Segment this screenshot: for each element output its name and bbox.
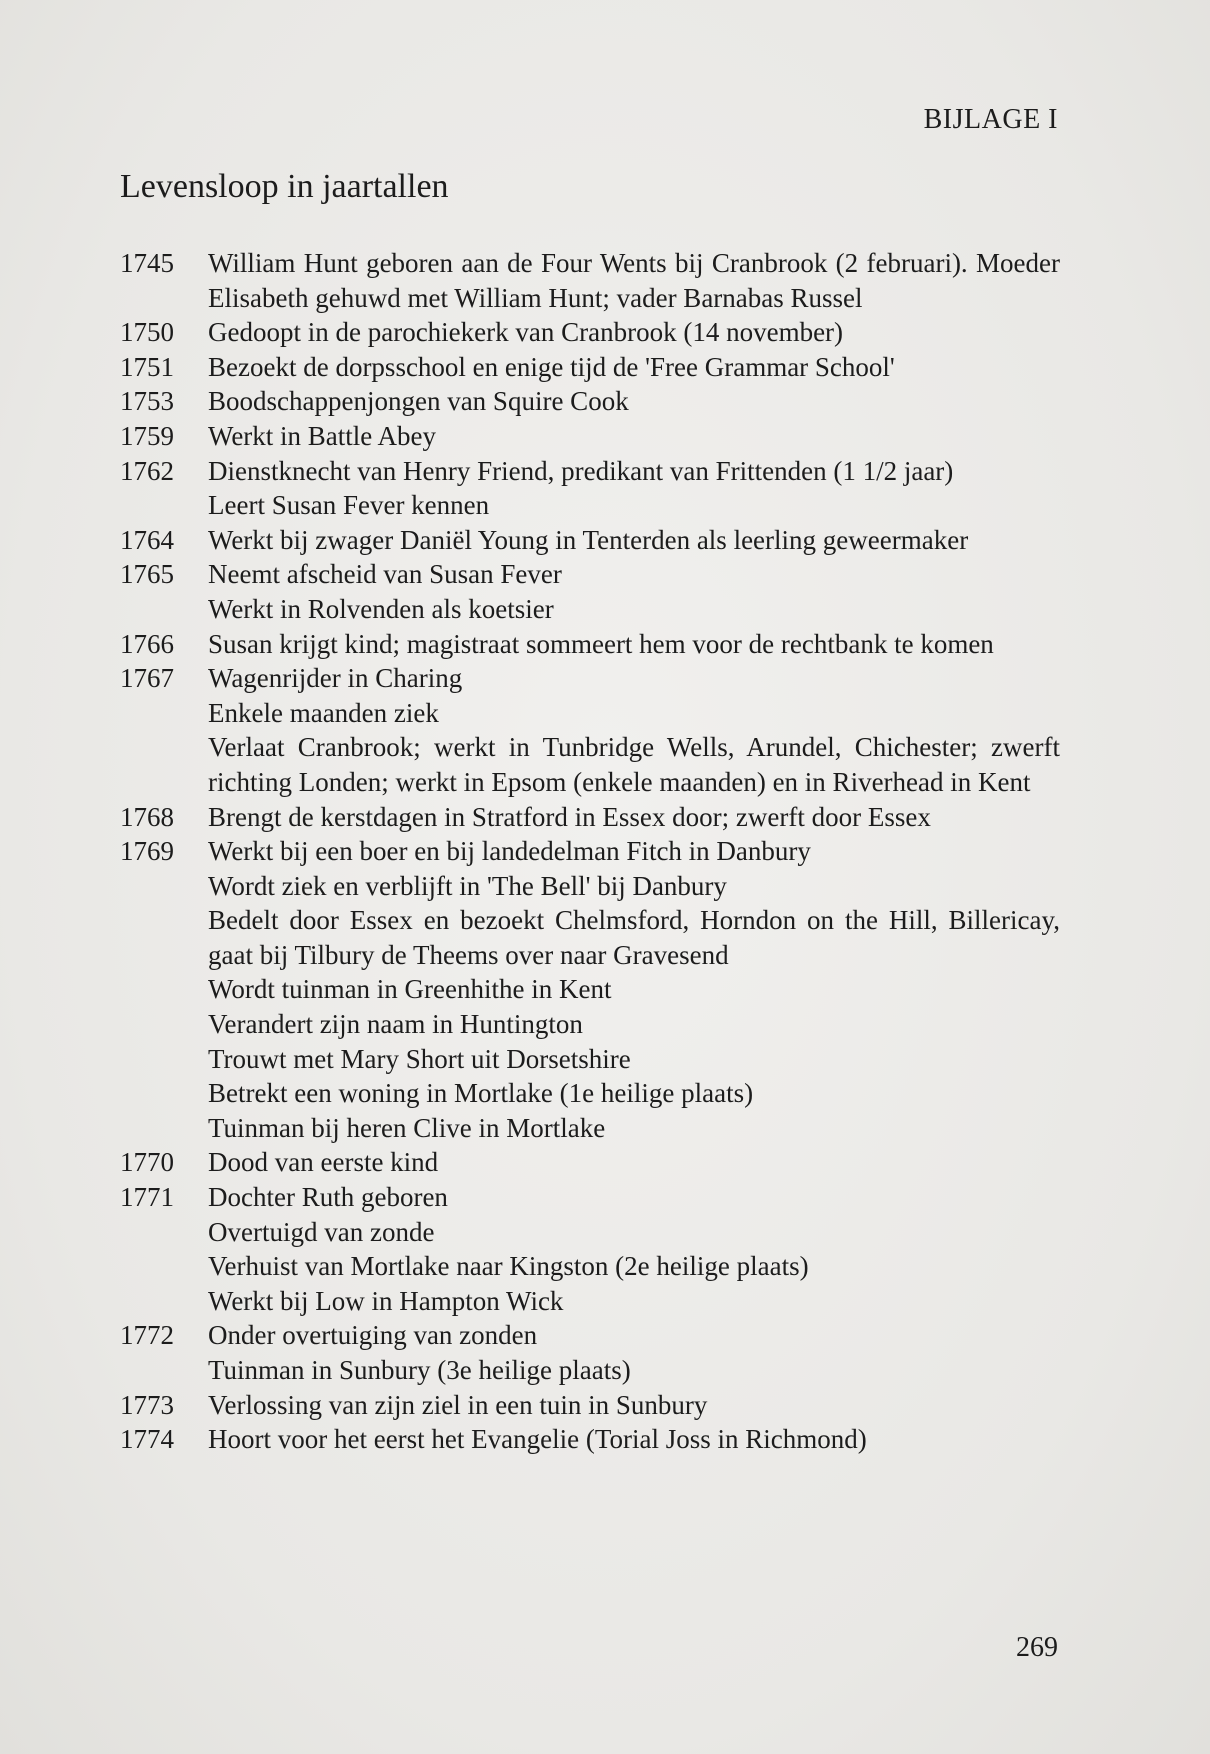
timeline-entry bbox=[120, 384, 1060, 419]
timeline-entry bbox=[120, 557, 1060, 592]
entry-text: Werkt bij Low in Hampton Wick bbox=[208, 1285, 564, 1316]
timeline-entry bbox=[120, 696, 1060, 731]
entry-text: Leert Susan Fever kennen bbox=[208, 490, 490, 521]
entry-year: 1769 bbox=[120, 836, 174, 867]
entry-year: 1759 bbox=[120, 420, 174, 451]
entry-text: Verlossing van zijn ziel in een tuin in Sunbury bbox=[208, 1389, 708, 1420]
entry-text: Wagenrijder in Charing bbox=[208, 663, 463, 694]
timeline-entry bbox=[120, 350, 1060, 385]
entry-year: 1766 bbox=[120, 628, 174, 659]
entry-year bbox=[120, 1076, 208, 1111]
timeline-entry bbox=[120, 1318, 1060, 1353]
entry-text: Betrekt een woning in Mortlake (1e heilige plaats) bbox=[208, 1078, 754, 1109]
timeline-entry bbox=[120, 1249, 1060, 1284]
entry-text: Onder overtuiging van zonden bbox=[208, 1320, 538, 1351]
timeline-entry bbox=[120, 1007, 1060, 1042]
timeline-entry bbox=[120, 834, 1060, 869]
timeline-entry bbox=[120, 315, 1060, 350]
entry-text: Susan krijgt kind; magistraat sommeert hem voor de rechtbank te komen bbox=[208, 628, 994, 659]
entry-year: 1771 bbox=[120, 1182, 174, 1213]
entry-text: Bezoekt de dorpsschool en enige tijd de 'Free Grammar School' bbox=[208, 351, 895, 382]
entry-year: 1745 bbox=[120, 248, 174, 278]
entry-text: Neemt afscheid van Susan Fever bbox=[208, 559, 562, 590]
entry-year bbox=[120, 869, 208, 904]
entry-text: Tuinman bij heren Clive in Mortlake bbox=[208, 1112, 606, 1143]
timeline-entry bbox=[120, 1422, 1060, 1457]
entry-text: Dienstknecht van Henry Friend, predikant van Frittenden (1 1/2 jaar) bbox=[208, 455, 954, 486]
timeline-entry bbox=[120, 730, 1060, 799]
entry-year bbox=[120, 1353, 208, 1388]
timeline-entry bbox=[120, 972, 1060, 1007]
timeline-entry bbox=[120, 869, 1060, 904]
entry-year bbox=[120, 730, 208, 799]
entry-year bbox=[120, 1284, 208, 1319]
entry-text: Bedelt door Essex en bezoekt Chelmsford, Horndon on the Hill, Billericay, gaat bij Tilbury de Theems over naar Gravesend bbox=[208, 905, 1060, 970]
entry-text: Werkt bij zwager Daniël Young in Tenterden als leerling geweermaker bbox=[208, 524, 969, 555]
timeline-entry bbox=[120, 1215, 1060, 1250]
timeline-entry bbox=[120, 800, 1060, 835]
entry-year bbox=[120, 1042, 208, 1077]
entry-year: 1762 bbox=[120, 455, 174, 486]
entry-year bbox=[120, 1215, 208, 1250]
timeline-entry bbox=[120, 1284, 1060, 1319]
timeline-entry bbox=[120, 1180, 1060, 1215]
entry-year: 1767 bbox=[120, 663, 174, 694]
entry-text: Wordt tuinman in Greenhithe in Kent bbox=[208, 974, 612, 1005]
timeline-entry bbox=[120, 454, 1060, 489]
entry-text: Brengt de kerstdagen in Stratford in Essex door; zwerft door Essex bbox=[208, 801, 931, 832]
entry-year bbox=[120, 1007, 208, 1042]
entry-text: William Hunt geboren aan de Four Wents bij Cranbrook (2 februari). Moeder Elisabeth gehuwd met William Hunt; vader Barnabas Russel bbox=[208, 248, 1060, 313]
entry-year: 1772 bbox=[120, 1320, 174, 1351]
timeline-entry bbox=[120, 1145, 1060, 1180]
entry-year: 1765 bbox=[120, 559, 174, 590]
timeline-entry bbox=[120, 488, 1060, 523]
timeline-entry bbox=[120, 1353, 1060, 1388]
timeline-list bbox=[120, 246, 1060, 1457]
entry-text: Dochter Ruth geboren bbox=[208, 1182, 448, 1213]
entry-year bbox=[120, 1249, 208, 1284]
chapter-title: Levensloop in jaartallen bbox=[120, 168, 449, 205]
entry-year: 1773 bbox=[120, 1389, 174, 1420]
entry-text: Verlaat Cranbrook; werkt in Tunbridge Wells, Arundel, Chichester; zwerft richting Londen; werkt in Epsom (enkele maanden) en in Riverhead in Kent bbox=[208, 732, 1060, 797]
entry-text: Werkt in Battle Abey bbox=[208, 420, 437, 451]
entry-year bbox=[120, 488, 208, 523]
entry-text: Trouwt met Mary Short uit Dorsetshire bbox=[208, 1043, 631, 1074]
timeline-entry bbox=[120, 903, 1060, 972]
entry-text: Enkele maanden ziek bbox=[208, 697, 439, 728]
timeline-entry bbox=[120, 592, 1060, 627]
entry-year: 1770 bbox=[120, 1147, 174, 1178]
running-head: BIJLAGE I bbox=[923, 104, 1058, 135]
entry-year: 1774 bbox=[120, 1424, 174, 1455]
timeline-entry bbox=[120, 1388, 1060, 1423]
entry-text: Werkt bij een boer en bij landedelman Fitch in Danbury bbox=[208, 836, 811, 867]
entry-text: Hoort voor het eerst het Evangelie (Torial Joss in Richmond) bbox=[208, 1424, 867, 1455]
entry-text: Tuinman in Sunbury (3e heilige plaats) bbox=[208, 1355, 631, 1385]
entry-year: 1764 bbox=[120, 524, 174, 555]
entry-year: 1751 bbox=[120, 351, 174, 382]
entry-year bbox=[120, 1111, 208, 1146]
entry-text: Verandert zijn naam in Huntington bbox=[208, 1009, 583, 1040]
entry-year: 1750 bbox=[120, 317, 174, 348]
timeline-entry bbox=[120, 627, 1060, 662]
entry-text: Werkt in Rolvenden als koetsier bbox=[208, 593, 554, 624]
entry-text: Dood van eerste kind bbox=[208, 1147, 439, 1178]
timeline-entry bbox=[120, 1042, 1060, 1077]
entry-text: Verhuist van Mortlake naar Kingston (2e heilige plaats) bbox=[208, 1251, 809, 1282]
timeline-entry bbox=[120, 246, 1060, 315]
entry-year bbox=[120, 696, 208, 731]
page-number: 269 bbox=[1016, 1632, 1058, 1663]
timeline-entry bbox=[120, 1076, 1060, 1111]
entry-year: 1753 bbox=[120, 386, 174, 417]
timeline-entry bbox=[120, 419, 1060, 454]
entry-year: 1768 bbox=[120, 801, 174, 832]
entry-text: Wordt ziek en verblijft in 'The Bell' bij Danbury bbox=[208, 870, 727, 901]
entry-text: Boodschappenjongen van Squire Cook bbox=[208, 386, 629, 417]
timeline-entry bbox=[120, 1111, 1060, 1146]
entry-text: Gedoopt in de parochiekerk van Cranbrook (14 november) bbox=[208, 317, 844, 348]
entry-text: Overtuigd van zonde bbox=[208, 1216, 435, 1247]
entry-year bbox=[120, 972, 208, 1007]
entry-year bbox=[120, 592, 208, 627]
entry-year bbox=[120, 903, 208, 972]
timeline-entry bbox=[120, 661, 1060, 696]
timeline-entry bbox=[120, 523, 1060, 558]
